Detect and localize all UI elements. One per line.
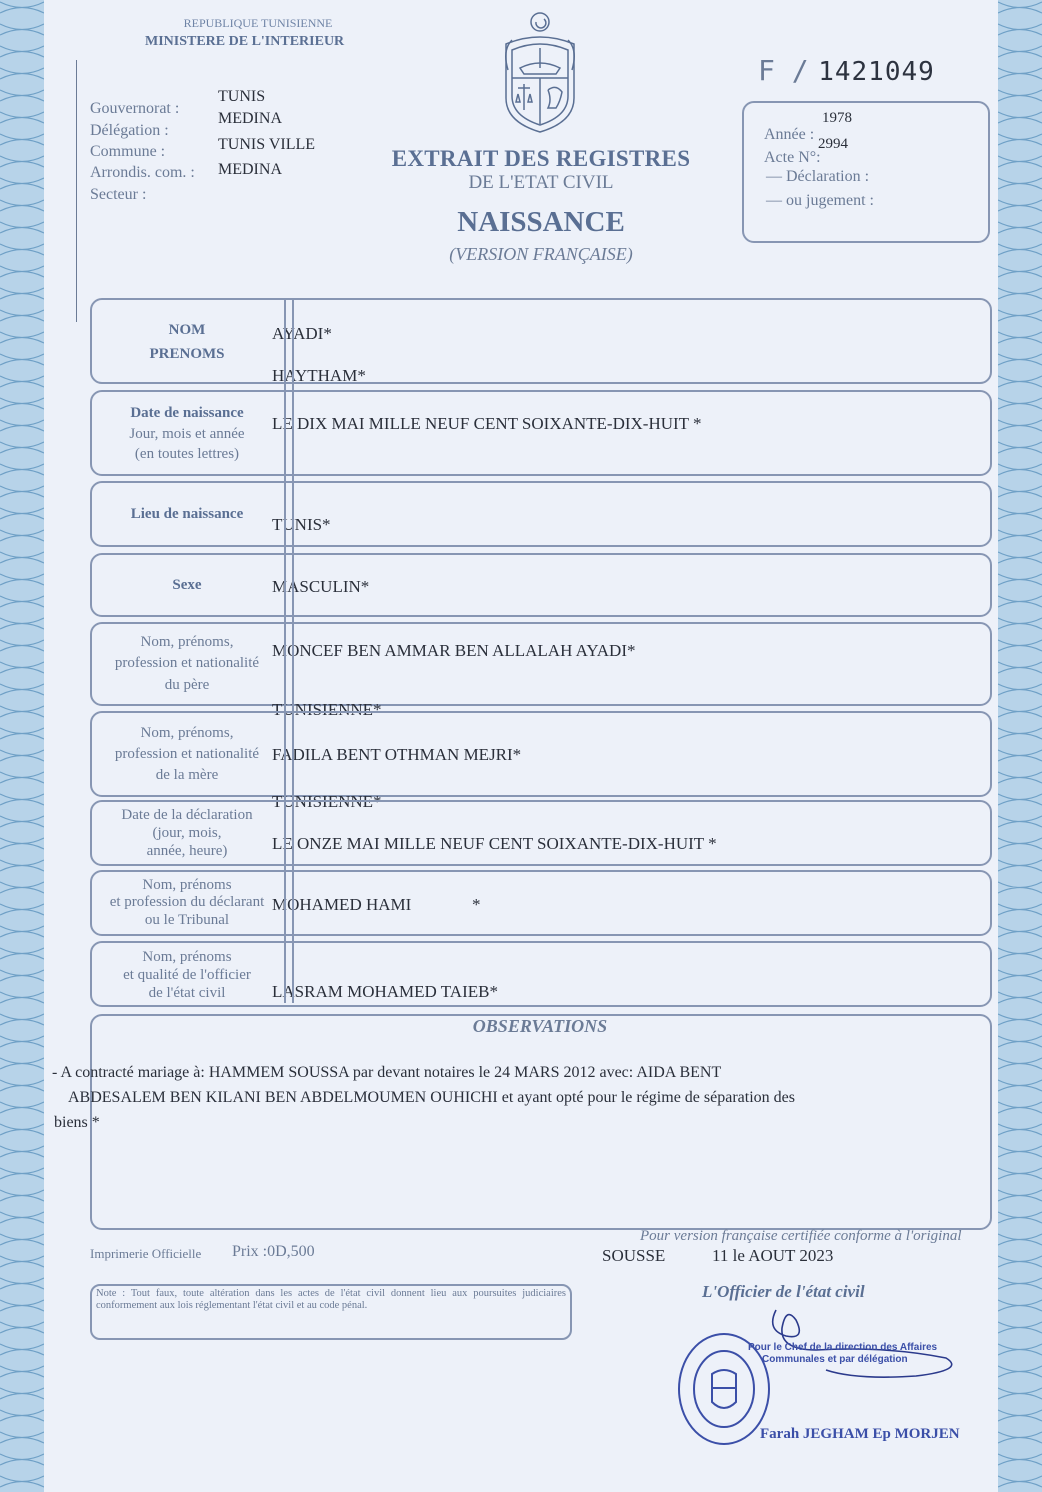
stamp-line1: Pour le Chef de la direction des Affaires [748,1342,938,1353]
observations-line2: ABDESALEM BEN KILANI BEN ABDELMOUMEN OUHICHI et ayant opté pour le régime de séparation des [68,1089,795,1106]
delegation-value: MEDINA [218,110,282,127]
form-number [758,54,935,87]
decl-value: LE ONZE MAI MILLE NEUF CENT SOIXANTE-DIX-HUIT * [272,834,717,853]
tunisia-coat-of-arms-icon [498,10,582,134]
mere-value: FADILA BENT OTHMAN MEJRI* [272,745,522,764]
legal-note: Note : Tout faux, toute altération dans les actes de l'état civil donnent lieu aux poursuites judiciaires conformement aux lois réglementant l'état civil et au code pénal. [96,1288,566,1311]
mere-nationalite: TUNISIENNE* [272,792,382,811]
form-number-prefix: F / [758,54,809,87]
observations-line3: biens * [54,1114,100,1131]
arrondissement-label: Arrondis. com. : [90,164,195,181]
decl-label1: Date de la déclaration [121,807,253,823]
declarant-label1: Nom, prénoms [142,877,232,893]
officier-label2: et qualité de l'officier [123,967,251,983]
sexe-label: Sexe [172,577,202,593]
ministry-header: MINISTERE DE L'INTERIEUR [145,34,345,49]
pere-label1: Nom, prénoms, [140,634,234,650]
issue-place: SOUSSE [602,1246,666,1265]
officer-title: L'Officier de l'état civil [702,1282,865,1301]
jugement-label: — ou jugement : [766,192,874,209]
right-decorative-border [998,0,1042,1492]
arrondissement-value: MEDINA [218,161,282,178]
document-title-version: (VERSION FRANÇAISE) [449,244,633,264]
dob-sublabel1: Jour, mois et année [129,426,245,442]
officier-label1: Nom, prénoms [142,949,232,965]
declarant-star: * [472,895,481,914]
pere-label3: du père [164,677,210,693]
officier-value: LASRAM MOHAMED TAIEB* [272,982,498,1001]
acte-number-label: Acte N°: [764,149,821,166]
left-decorative-border [0,0,44,1492]
mere-label1: Nom, prénoms, [140,725,234,741]
pere-label2: profession et nationalité [114,655,260,671]
nom-label: NOM [168,322,206,338]
observations-line1: - A contracté mariage à: HAMMEM SOUSSA par devant notaires le 24 MARS 2012 avec: AIDA BENT [52,1064,722,1081]
declaration-label: — Déclaration : [766,168,870,185]
observations-title: OBSERVATIONS [472,1016,608,1036]
declarant-label3: ou le Tribunal [144,912,230,928]
delegation-label: Délégation : [90,122,169,139]
prenoms-value: HAYTHAM* [272,366,366,385]
acte-number-value: 2994 [818,136,848,152]
lieu-value: TUNIS* [272,515,331,534]
dob-sublabel2: (en toutes lettres) [134,446,240,462]
gouvernorat-label: Gouvernorat : [90,100,180,117]
observations-text [52,1060,902,1135]
column-divider [284,298,294,1003]
form-number-value: 1421049 [818,57,935,87]
signature-icon [736,1300,962,1382]
republic-header: REPUBLIQUE TUNISIENNE [183,16,333,30]
nom-value: AYADI* [272,324,332,343]
mere-label3: de la mère [155,767,219,783]
mere-label2: profession et nationalité [114,746,260,762]
signer-name: Farah JEGHAM Ep MORJEN [760,1426,960,1442]
declarant-label2: et profession du déclarant [109,894,265,910]
lieu-label: Lieu de naissance [130,506,244,522]
dob-label: Date de naissance [130,405,244,421]
document-title-line1: EXTRAIT DES REGISTRES [391,146,691,171]
document-title-naissance: NAISSANCE [457,206,625,238]
certification-text: Pour version française certifiée conforme à l'original [640,1228,962,1244]
pere-nationalite: TUNISIENNE* [272,700,382,719]
declarant-value: MOHAMED HAMI [272,895,412,914]
decl-label3: année, heure) [146,843,228,859]
annee-value: 1978 [822,110,852,126]
stamp-line2: Communales et par délégation [762,1354,908,1365]
issue-date: 11 le AOUT 2023 [712,1246,834,1265]
secteur-label: Secteur : [90,186,147,203]
commune-value: TUNIS VILLE [218,136,316,153]
prenoms-label: PRENOMS [149,346,225,362]
row-nom-prenoms [90,298,992,384]
prix-label: Prix :0D,500 [232,1243,315,1260]
officier-label3: de l'état civil [148,985,226,1001]
sexe-value: MASCULIN* [272,577,370,596]
annee-label: Année : [764,126,815,143]
document-title-line2: DE L'ETAT CIVIL [468,172,614,193]
dob-value: LE DIX MAI MILLE NEUF CENT SOIXANTE-DIX-HUIT * [272,414,702,433]
stamp-text [748,1342,937,1366]
decl-label2: (jour, mois, [152,825,222,841]
imprimerie-label: Imprimerie Officielle [90,1246,202,1261]
commune-label: Commune : [90,143,166,160]
header-divider [76,60,77,322]
pere-value: MONCEF BEN AMMAR BEN ALLALAH AYADI* [272,641,636,660]
gouvernorat-value: TUNIS [218,88,266,105]
